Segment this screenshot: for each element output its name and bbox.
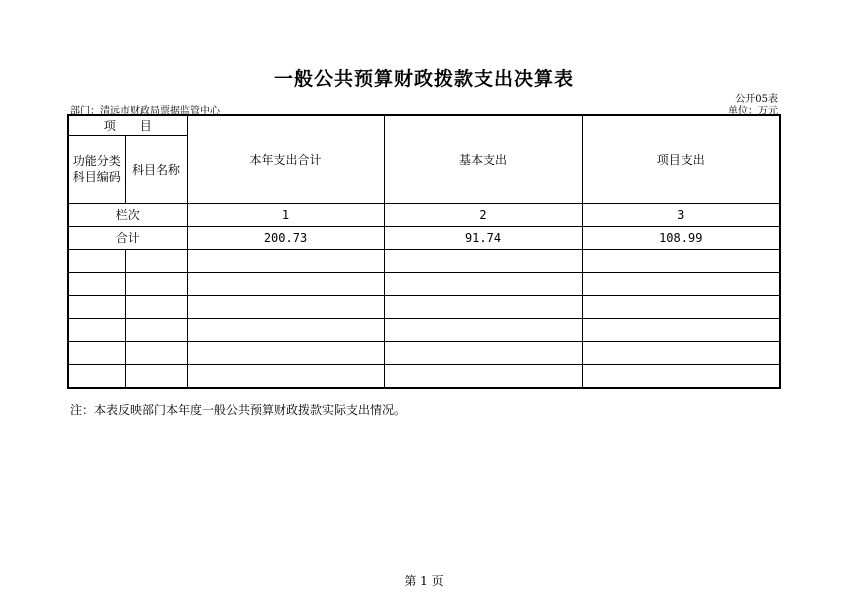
table-note: 注：本表反映部门本年度一般公共预算财政拨款实际支出情况。	[70, 403, 407, 417]
empty-cell	[187, 365, 384, 388]
table-row	[68, 249, 780, 272]
unit-label: 单位：万元	[728, 106, 778, 117]
empty-cell	[384, 296, 582, 319]
total-label: 合计	[68, 226, 187, 249]
empty-cell	[68, 342, 125, 365]
table-row	[68, 319, 780, 342]
header-project: 项目支出	[656, 152, 705, 167]
empty-cell	[125, 273, 187, 296]
header-item-cell	[68, 115, 187, 135]
empty-cell	[582, 342, 780, 365]
total-amount: 200.73	[187, 226, 384, 249]
index-c3: 3	[582, 203, 780, 226]
empty-cell	[68, 365, 125, 388]
page-number: 第 1 页	[404, 574, 444, 588]
empty-cell	[384, 342, 582, 365]
empty-cell	[125, 365, 187, 388]
index-row	[68, 203, 780, 226]
empty-cell	[125, 342, 187, 365]
table-row	[68, 296, 780, 319]
empty-cell	[68, 319, 125, 342]
header-subject-name: 科目名称	[132, 162, 181, 177]
empty-cell	[187, 342, 384, 365]
project-amount: 108.99	[582, 226, 780, 249]
department-label: 部门：清远市财政局票据监管中心	[70, 106, 220, 117]
header-total-cell	[187, 115, 384, 203]
table-row	[68, 365, 780, 388]
header-total: 本年支出合计	[249, 152, 322, 167]
empty-cell	[187, 319, 384, 342]
empty-cell	[187, 273, 384, 296]
empty-cell	[125, 319, 187, 342]
empty-cell	[384, 319, 582, 342]
header-func-code-line1: 功能分类	[72, 154, 121, 169]
table-row	[68, 273, 780, 296]
index-c2: 2	[384, 203, 582, 226]
expenditure-table	[67, 114, 781, 389]
empty-cell	[68, 249, 125, 272]
header-basic: 基本支出	[459, 152, 508, 167]
empty-cell	[582, 296, 780, 319]
table-row	[68, 342, 780, 365]
header-project-cell	[582, 115, 780, 203]
empty-cell	[125, 296, 187, 319]
empty-cell	[384, 365, 582, 388]
empty-cell	[582, 249, 780, 272]
empty-cell	[582, 365, 780, 388]
empty-cell	[187, 249, 384, 272]
empty-cell	[68, 273, 125, 296]
empty-cell	[582, 273, 780, 296]
table-title: 一般公共预算财政拨款支出决算表	[273, 68, 574, 90]
basic-amount: 91.74	[384, 226, 582, 249]
header-subject-name-cell	[125, 135, 187, 203]
empty-cell	[125, 249, 187, 272]
empty-cell	[187, 296, 384, 319]
header-item: 项 目	[103, 118, 152, 133]
index-label: 栏次	[68, 203, 187, 226]
total-row	[68, 226, 780, 249]
table-code: 公开05表	[735, 94, 778, 105]
empty-cell	[384, 249, 582, 272]
header-func-code-line2: 科目编码	[72, 170, 121, 185]
header-basic-cell	[384, 115, 582, 203]
header-func-code-cell	[68, 135, 125, 203]
empty-cell	[582, 319, 780, 342]
index-c1: 1	[187, 203, 384, 226]
empty-cell	[384, 273, 582, 296]
empty-cell	[68, 296, 125, 319]
header-row-1	[68, 115, 780, 135]
